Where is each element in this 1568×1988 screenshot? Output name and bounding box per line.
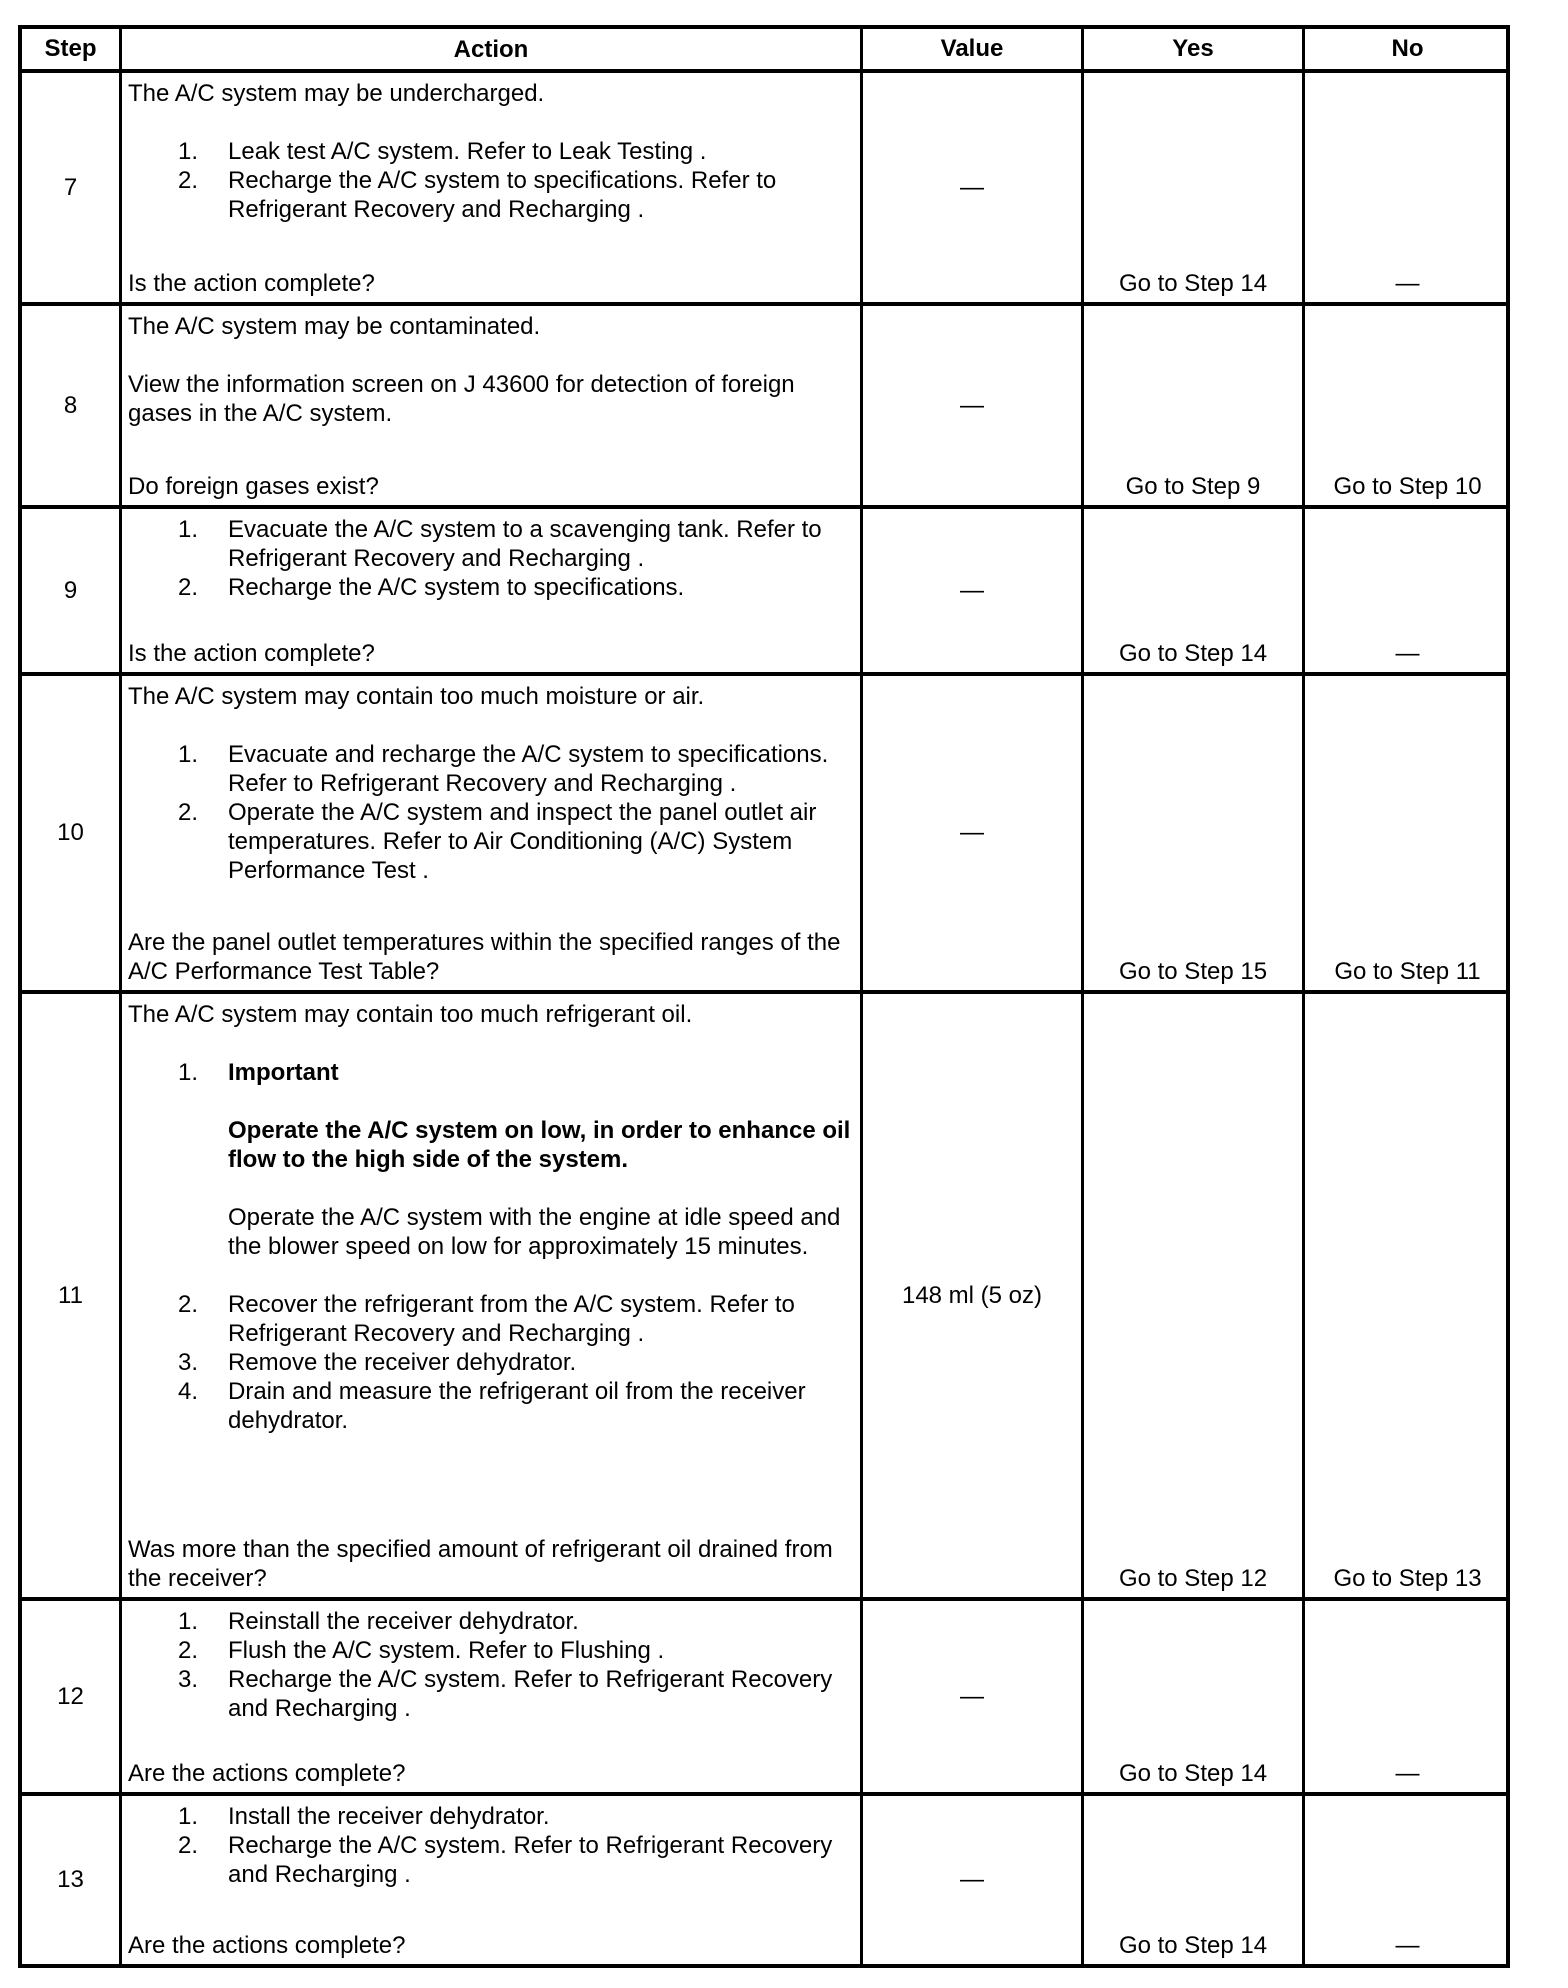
list-text: Reinstall the receiver dehydrator. <box>228 1608 579 1635</box>
list-text: Operate the A/C system and inspect the panel outlet air temperatures. Refer to Air Conditioning (A/C) System Performance Test . <box>228 799 817 884</box>
no-cell: — <box>1395 270 1420 297</box>
no-cell: Go to Step 10 <box>1333 473 1482 500</box>
action-intro: The A/C system may contain too much refrigerant oil. <box>128 1001 693 1028</box>
list-text: Recharge the A/C system to specifications. Refer to Refrigerant Recovery and Recharging . <box>228 167 777 223</box>
action-question: Was more than the specified amount of refrigerant oil drained from the receiver? <box>128 1536 833 1592</box>
action-cell <box>122 306 863 505</box>
important-label: Important <box>228 1059 339 1086</box>
list-text: Leak test A/C system. Refer to Leak Testing . <box>228 138 707 165</box>
action-body: View the information screen on J 43600 for detection of foreign gases in the A/C system. <box>128 371 795 427</box>
list-number: 2. <box>178 1291 199 1318</box>
list-item <box>128 1348 854 1377</box>
no-cell: — <box>1395 1760 1420 1787</box>
header-value: Value <box>863 29 1084 69</box>
table-row <box>22 1601 1506 1796</box>
action-question: Do foreign gases exist? <box>128 473 379 500</box>
list-subtext: Operate the A/C system with the engine at idle speed and the blower speed on low for approximately 15 minutes. <box>228 1204 841 1260</box>
action-cell <box>122 1601 863 1792</box>
action-cell <box>122 994 863 1597</box>
header-action: Action <box>122 29 863 69</box>
list-item <box>128 515 854 573</box>
action-question: Is the action complete? <box>128 640 375 667</box>
list-number: 3. <box>178 1666 199 1693</box>
step-number: 13 <box>22 1796 122 1964</box>
list-item <box>128 1377 854 1435</box>
list-item <box>128 137 854 166</box>
table-row <box>22 676 1506 994</box>
list-number: 1. <box>178 138 199 165</box>
list-number: 1. <box>178 741 199 768</box>
header-no: No <box>1391 35 1424 62</box>
list-text: Recharge the A/C system. Refer to Refrigerant Recovery and Recharging . <box>228 1666 833 1722</box>
list-text: Evacuate and recharge the A/C system to specifications. Refer to Refrigerant Recovery and Recharging . <box>228 741 829 797</box>
value-cell: 148 ml (5 oz) <box>863 994 1084 1597</box>
action-cell <box>122 1796 863 1964</box>
table-header-row <box>22 29 1506 73</box>
list-number: 1. <box>178 516 199 543</box>
list-number: 2. <box>178 167 199 194</box>
action-cell <box>122 676 863 990</box>
list-text: Drain and measure the refrigerant oil from the receiver dehydrator. <box>228 1378 806 1434</box>
list-item <box>128 740 854 798</box>
list-number: 2. <box>178 799 199 826</box>
yes-cell: Go to Step 12 <box>1084 994 1305 1597</box>
table-row <box>22 994 1506 1601</box>
list-number: 3. <box>178 1349 199 1376</box>
list-number: 2. <box>178 1637 199 1664</box>
no-cell: Go to Step 11 <box>1334 958 1481 985</box>
list-text: Recover the refrigerant from the A/C system. Refer to Refrigerant Recovery and Recharging . <box>228 1291 795 1347</box>
value-cell: — <box>863 1601 1084 1792</box>
action-cell <box>122 73 863 302</box>
list-item <box>128 573 854 602</box>
action-intro: The A/C system may be undercharged. <box>128 80 545 107</box>
step-number: 9 <box>22 509 122 672</box>
list-text: Recharge the A/C system to specifications. <box>228 574 685 601</box>
list-item <box>128 1058 854 1087</box>
list-text: Evacuate the A/C system to a scavenging tank. Refer to Refrigerant Recovery and Recharging . <box>228 516 822 572</box>
step-number: 11 <box>22 994 122 1597</box>
header-yes: Yes <box>1084 29 1305 69</box>
list-item <box>128 798 854 885</box>
yes-cell: Go to Step 14 <box>1084 73 1305 302</box>
header-step: Step <box>22 29 122 69</box>
list-item <box>128 1607 854 1636</box>
table-row <box>22 509 1506 676</box>
action-intro: The A/C system may contain too much moisture or air. <box>128 683 705 710</box>
table-row <box>22 306 1506 509</box>
action-question: Is the action complete? <box>128 270 375 297</box>
table-row <box>22 73 1506 306</box>
action-intro: The A/C system may be contaminated. <box>128 313 541 340</box>
action-cell <box>122 509 863 672</box>
important-note: Operate the A/C system on low, in order to enhance oil flow to the high side of the system. <box>228 1117 851 1173</box>
list-number: 1. <box>178 1059 199 1086</box>
yes-cell: Go to Step 14 <box>1084 1796 1305 1964</box>
list-item <box>128 1636 854 1665</box>
step-number: 10 <box>22 676 122 990</box>
list-item <box>128 166 854 224</box>
list-item <box>128 1290 854 1348</box>
value-cell: — <box>863 306 1084 505</box>
action-question: Are the actions complete? <box>128 1932 406 1959</box>
action-question: Are the panel outlet temperatures within the specified ranges of the A/C Performance Test Table? <box>128 929 841 985</box>
step-number: 7 <box>22 73 122 302</box>
list-text: Remove the receiver dehydrator. <box>228 1349 577 1376</box>
list-text: Flush the A/C system. Refer to Flushing . <box>228 1637 665 1664</box>
list-number: 1. <box>178 1608 199 1635</box>
yes-cell: Go to Step 14 <box>1084 1601 1305 1792</box>
yes-cell: Go to Step 9 <box>1084 306 1305 505</box>
no-cell: — <box>1395 1932 1420 1959</box>
table-row <box>22 1796 1506 1964</box>
value-cell: — <box>863 509 1084 672</box>
list-item <box>128 1831 854 1889</box>
step-number: 12 <box>22 1601 122 1792</box>
yes-cell: Go to Step 15 <box>1084 676 1305 990</box>
list-number: 2. <box>178 1832 199 1859</box>
list-item <box>128 1802 854 1831</box>
value-cell: — <box>863 676 1084 990</box>
value-cell: — <box>863 1796 1084 1964</box>
list-item <box>128 1665 854 1723</box>
no-cell: Go to Step 13 <box>1333 1565 1482 1592</box>
step-number: 8 <box>22 306 122 505</box>
value-cell: — <box>863 73 1084 302</box>
list-number: 1. <box>178 1803 199 1830</box>
list-text: Install the receiver dehydrator. <box>228 1803 550 1830</box>
yes-cell: Go to Step 14 <box>1084 509 1305 672</box>
no-cell: — <box>1395 640 1420 667</box>
action-question: Are the actions complete? <box>128 1760 406 1787</box>
list-number: 2. <box>178 574 199 601</box>
diagnostic-table <box>18 25 1510 1968</box>
list-number: 4. <box>178 1378 199 1405</box>
list-text: Recharge the A/C system. Refer to Refrigerant Recovery and Recharging . <box>228 1832 833 1888</box>
